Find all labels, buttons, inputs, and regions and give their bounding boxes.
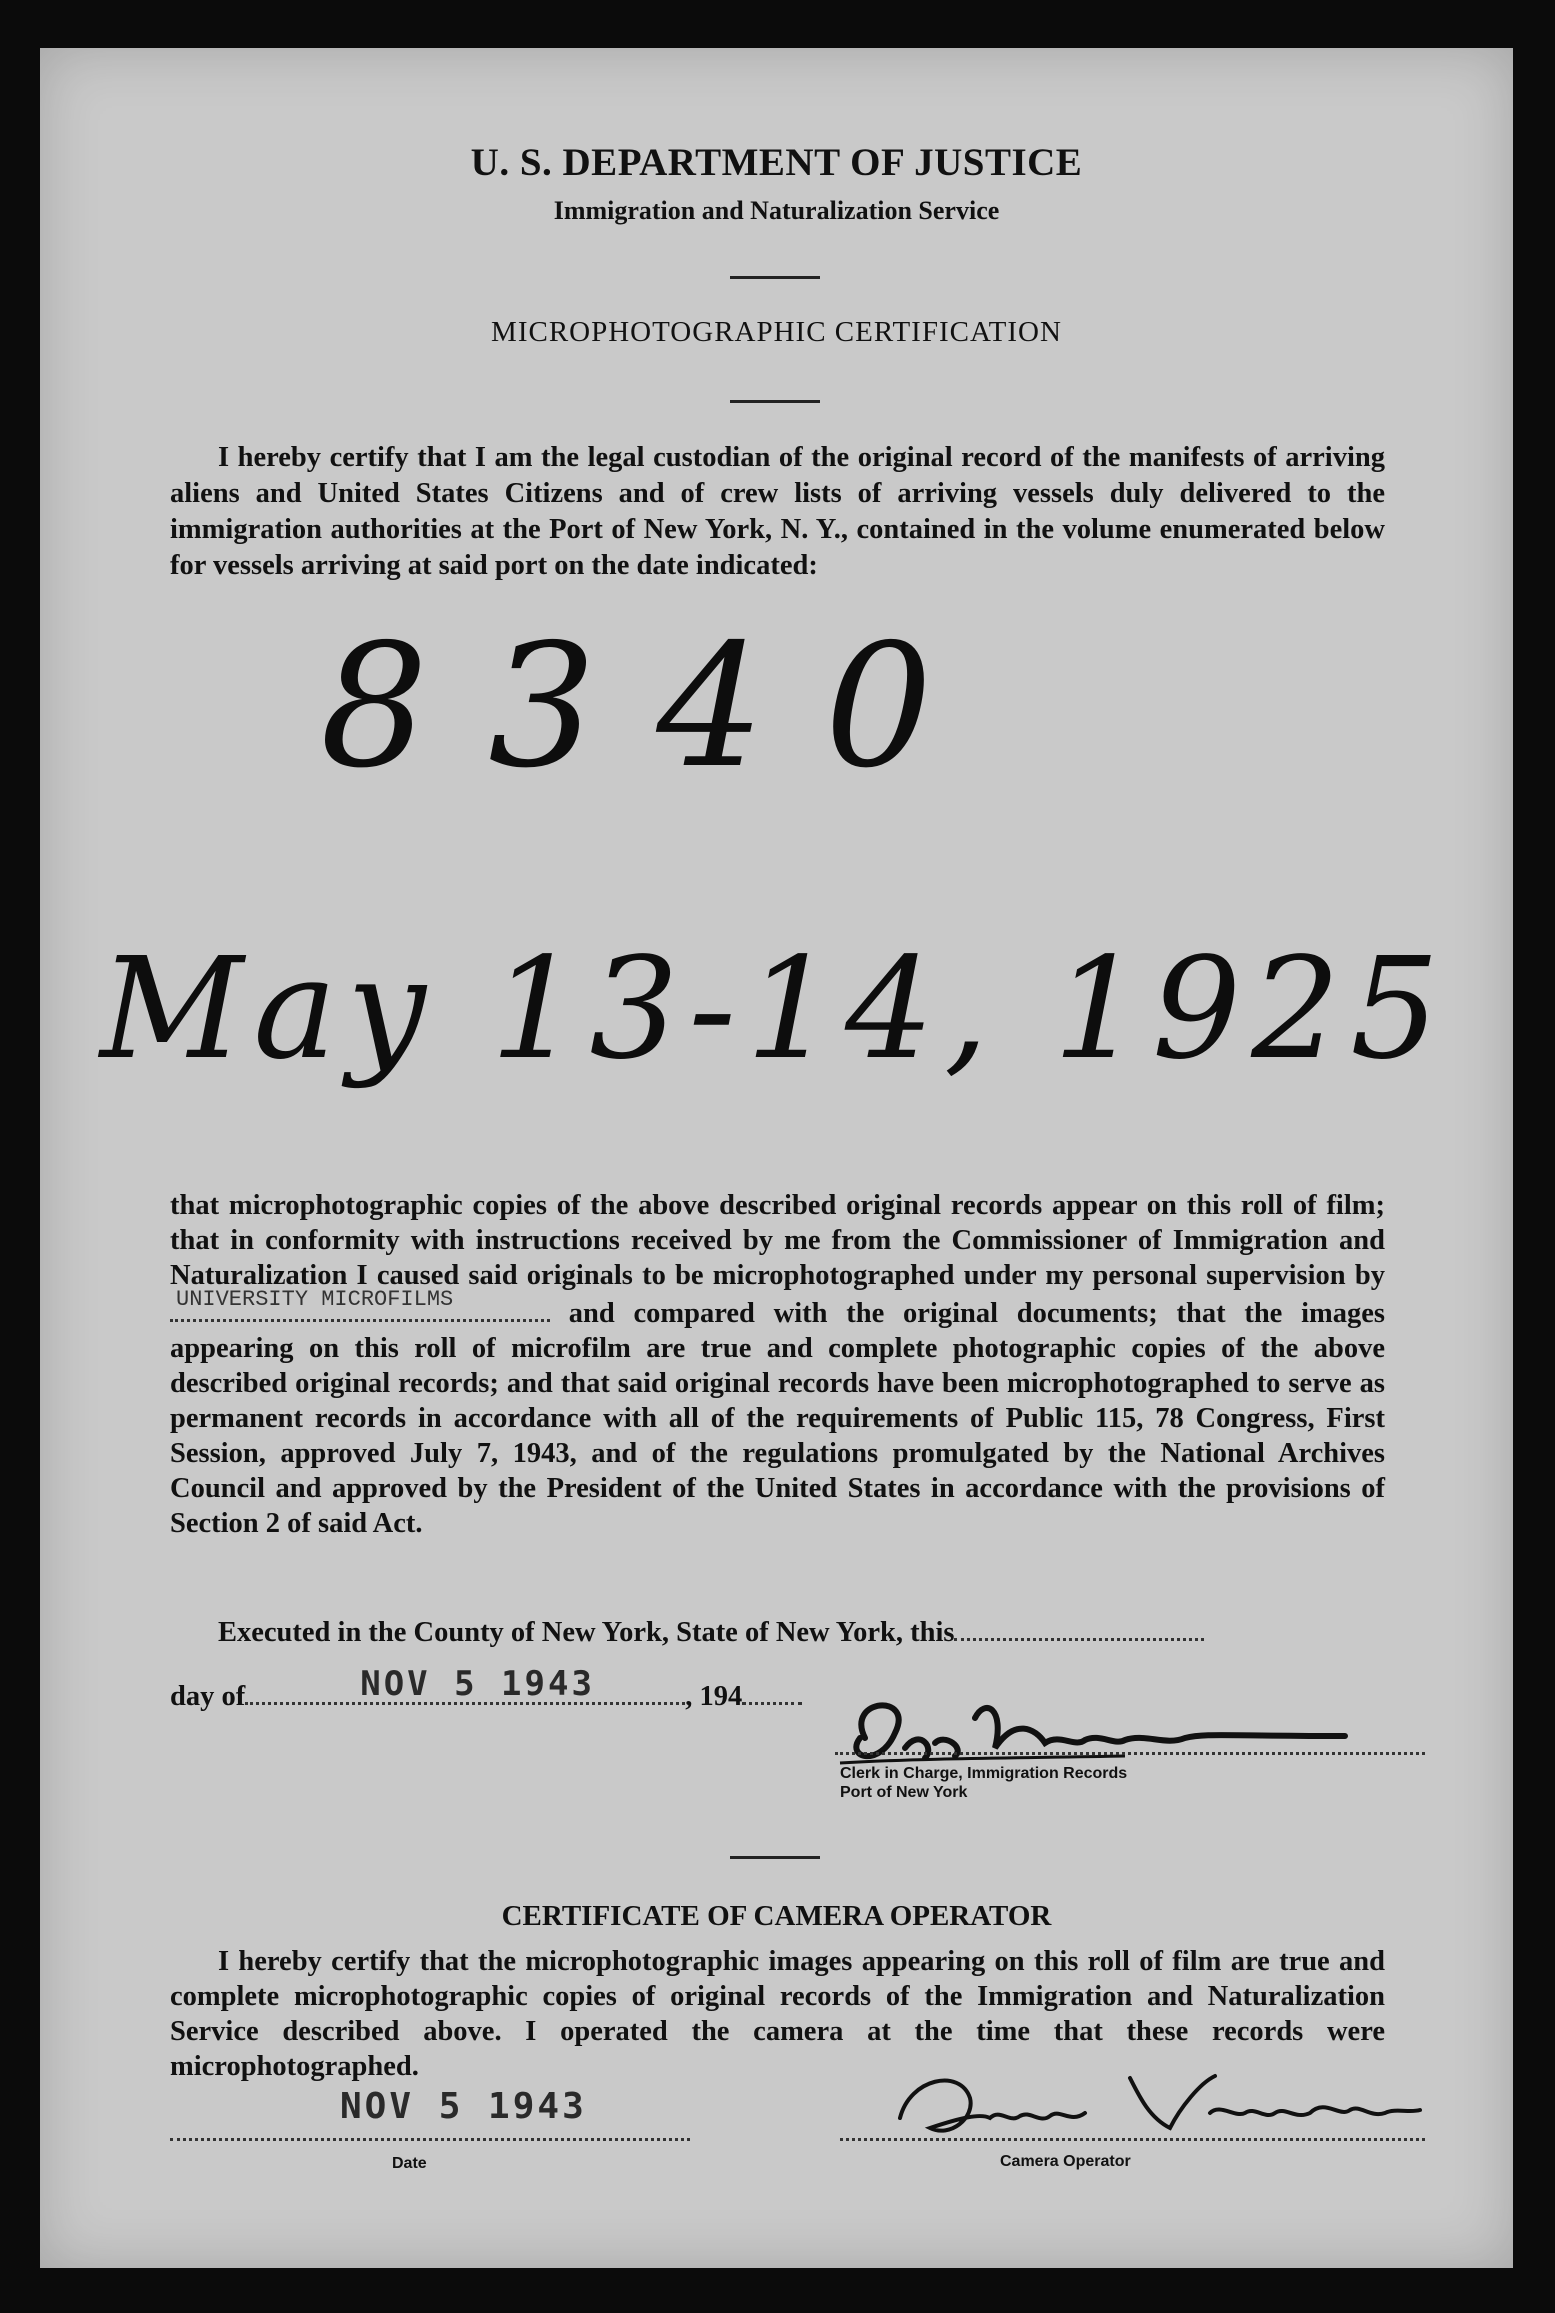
certificate-page: [40, 48, 1513, 2268]
copies-text-after: and compared with the original documents; that the images appearing on this roll of microfilm are true and complete photographic copies of the above described original records; and that said original records have been microphotographed to serve as permanent records in accordance with all of the requirements of Public 115, 78 Congress, First Session, approved July 7, 1943, and of the regulations promulgated by the National Archives Council and approved by the President of the United States in accordance with the provisions of Section 2 of said Act.: [170, 1298, 1385, 1539]
clerk-title: [840, 1764, 1127, 1802]
day-of-label: day of: [170, 1681, 246, 1712]
copies-paragraph: [170, 1188, 1385, 1541]
clerk-title-line1: Clerk in Charge, Immigration Records: [840, 1765, 1128, 1782]
divider: [730, 1856, 820, 1859]
clerk-title-line2: Port of New York: [840, 1784, 968, 1801]
operator-signature: [870, 2058, 1430, 2148]
camera-paragraph: I hereby certify that the microphotographic images appearing on this roll of film are true and complete microphotographic copies of original records of the Immigration and Naturalization Service described above. I operated the camera at the time that these records were microphotographed.: [170, 1946, 1385, 2082]
operator-line: [840, 2136, 1425, 2141]
typed-field: [170, 1287, 550, 1322]
department-title: U. S. DEPARTMENT OF JUSTICE: [470, 141, 1083, 184]
executed-line: [218, 1616, 1204, 1649]
dotted-blank: [742, 1680, 802, 1705]
operator-date-stamp: NOV 5 1943: [340, 2086, 587, 2127]
dotted-blank: [954, 1616, 1204, 1641]
operator-label: Camera Operator: [1000, 2153, 1131, 2170]
handwritten-volume-number: 8340: [320, 608, 993, 806]
dotted-blank: [245, 1664, 685, 1705]
day-of-line: [170, 1664, 802, 1713]
divider: [730, 276, 820, 279]
year-prefix: , 194: [685, 1681, 743, 1712]
divider: [730, 400, 820, 403]
executed-text: Executed in the County of New York, State of New York, this: [218, 1617, 955, 1648]
date-stamp: NOV 5 1943: [360, 1664, 595, 1704]
signature-line: [835, 1750, 1425, 1755]
copies-text-before: that microphotographic copies of the above described original records appear on this roll of film; that in conformity with instructions received by me from the Commissioner of Immigration and Naturalization I caused said originals to be microphotographed under my personal supervision by: [170, 1190, 1385, 1291]
date-label: Date: [392, 2155, 427, 2172]
certification-title: MICROPHOTOGRAPHIC CERTIFICATION: [491, 316, 1062, 348]
certification-paragraph: I hereby certify that I am the legal custodian of the original record of the manifests of arriving aliens and United States Citizens and of crew lists of arriving vessels duly delivered to the immigration authorities at the Port of New York, N. Y., contained in the volume enumerated below for vessels arriving at said port on the date indicated:: [170, 442, 1385, 581]
camera-section-title: CERTIFICATE OF CAMERA OPERATOR: [501, 1900, 1052, 1932]
date-line: [170, 2136, 690, 2141]
typed-company-name: UNIVERSITY MICROFILMS: [176, 1287, 454, 1312]
service-subtitle: Immigration and Naturalization Service: [553, 196, 1000, 225]
handwritten-dates: May 13-14, 1925: [100, 928, 1450, 1091]
